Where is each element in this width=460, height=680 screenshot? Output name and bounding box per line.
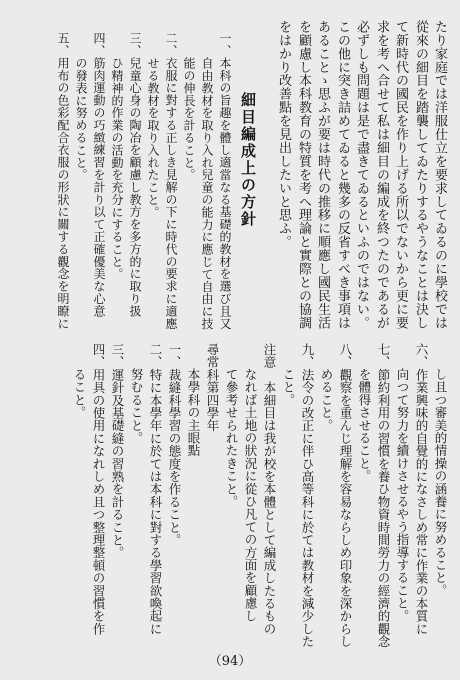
note	[263, 343, 276, 635]
policy-item-5	[57, 32, 69, 330]
policy-item-4	[93, 32, 105, 317]
focus-number: 三、	[110, 343, 125, 369]
policy-number: 五、	[56, 32, 70, 57]
policy-heading: 細目編成上の方針	[239, 92, 257, 228]
policy-item-6	[415, 343, 428, 635]
focus-point-4	[92, 343, 105, 635]
grade-title: 尋常科第四學年	[205, 343, 220, 432]
policy-item-7	[377, 343, 390, 648]
policy-number: 四、	[92, 32, 106, 57]
focus-point-1	[168, 343, 181, 546]
focus-title: 本學科の主眼點	[186, 368, 201, 457]
note-line: なれば土地の狀況に從ひ凡ての方面を顧慮し	[243, 368, 258, 622]
policy-line: 向つて努力を續けさせるやう指導すること。	[395, 368, 410, 622]
policy-line: 能の伸長を計ること。	[182, 57, 196, 181]
intro-line: あることゝ思ふが要は時代の推移に順應し國民生活	[315, 20, 330, 330]
focus-text: 運針及基礎縫の習熟を計ること。	[110, 368, 125, 559]
note-text: 本細目は我が校を本體として編成したるもの	[262, 381, 277, 636]
policy-text: 節約利用の習慣を養ひ物資時間勞力の經濟的觀念	[376, 368, 391, 648]
policy-number: 三、	[128, 32, 142, 57]
policy-text: 觀察を重んじ理解を容易ならしめ印象を深からし	[338, 368, 353, 648]
intro-line: 求を考へ合せて私は細目の編成を終つたのであるが	[374, 20, 389, 330]
policy-number: 七、	[376, 343, 391, 369]
focus-line: ること。	[72, 368, 87, 419]
focus-number: 二、	[148, 343, 163, 369]
policy-text: 本科の旨趣を體し適當なる基礎的教材を選び且又	[218, 56, 232, 330]
intro-line: たり家庭では洋服仕立を要求してゐるのに學校では	[432, 20, 447, 330]
policy-line: ひ精神的作業の活動を充分にすること。	[110, 57, 124, 281]
note-line: て參考せられたきこと。	[224, 368, 239, 508]
policy-item-1	[219, 32, 231, 330]
note-label: 注意	[262, 343, 277, 369]
policy-number: 一、	[218, 32, 232, 57]
policy-text: 法令の改正に伴ひ高等科に於ては教材を減少した	[300, 368, 315, 648]
focus-number: 四、	[91, 343, 106, 369]
policy-line: 自由教材を取り入れ兒童の能力に應じて自由に技	[200, 57, 214, 330]
intro-line: 從來の細目を踏襲してゐたりするやうなことは決し	[413, 20, 428, 330]
policy-item-2	[165, 32, 177, 330]
policy-number: 六、	[414, 343, 429, 369]
intro-line: をはかり改善點を見出したいと思ふ。	[276, 20, 291, 249]
policy-number: 二、	[164, 32, 178, 57]
focus-text: 裁縫科學習の態度を作ること。	[167, 368, 182, 547]
page-number: （94）	[208, 654, 252, 669]
policy-line: めること。	[319, 368, 334, 432]
focus-point-2	[149, 343, 162, 635]
policy-line: を體得させること。	[357, 368, 372, 483]
intro-line: この他に突き詰めてゐると幾多の反省すべき事項は	[335, 20, 350, 330]
intro-line: て新時代の國民を作り上げる所以でないから更に要	[393, 20, 408, 330]
policy-item-3	[129, 32, 141, 317]
policy-line: し且つ審美的情操の涵養に努めること。	[433, 368, 448, 597]
policy-line: せる教材を取り入れたこと。	[146, 57, 160, 219]
policy-text: 衣服に對する正しき見解の下に時代の要求に適應	[164, 56, 178, 330]
intro-line: を顧慮し本科教育の特質を考へ理論と實際との協調	[296, 20, 311, 330]
policy-text: 筋肉運動の巧緻練習を計り以て正確優美な心意	[92, 56, 106, 318]
focus-number: 一、	[167, 343, 182, 369]
policy-text: 兒童心身の陶冶を顧慮し教方を多方的に取り扱	[128, 56, 142, 318]
policy-text: 用布の色彩配合衣服の形狀に關する觀念を明瞭に	[56, 56, 70, 330]
intro-line: 必ずしも問題は是で盡きてゐるといふのではない。	[354, 20, 369, 330]
policy-item-9	[301, 343, 314, 648]
policy-line: こと。	[281, 368, 296, 407]
policy-item-8	[339, 343, 352, 648]
policy-number: 九、	[300, 343, 315, 369]
focus-text: 用具の使用になれしめ且つ整理整頓の習慣を作	[91, 368, 106, 636]
focus-point-3	[111, 343, 124, 559]
focus-line: 努むること。	[129, 368, 144, 445]
policy-text: 作業興味的自覺的になさしめ常に作業の本質に	[414, 368, 429, 636]
focus-text: 特に本學年に於ては本科に對する學習欲喚起に	[148, 368, 163, 636]
policy-line: の發表に努めること。	[74, 57, 88, 181]
policy-number: 八、	[338, 343, 353, 369]
